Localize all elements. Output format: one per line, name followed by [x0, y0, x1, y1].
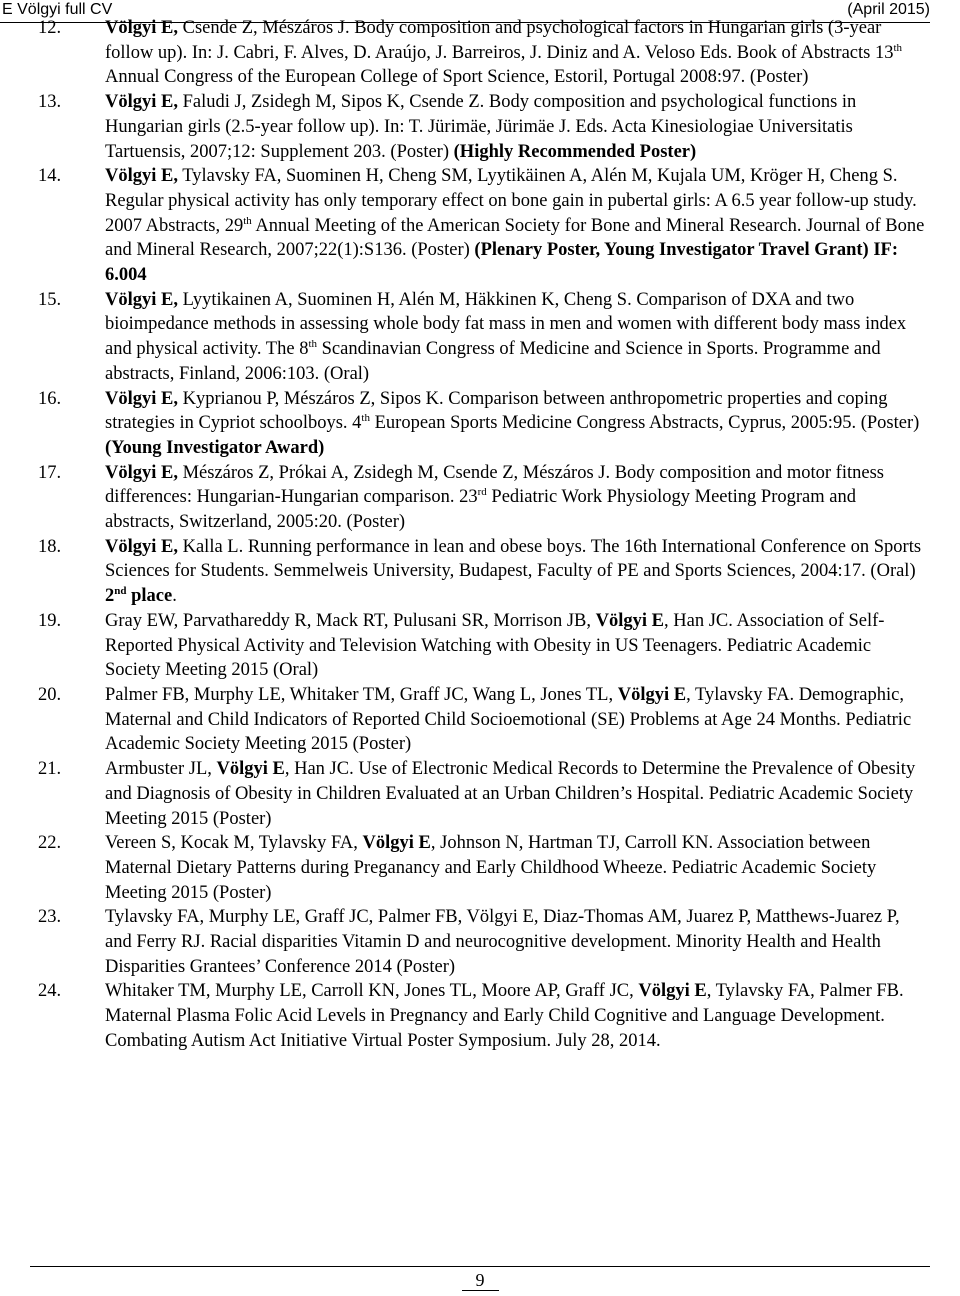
bold-text: Völgyi E	[638, 981, 707, 1002]
reference-number: 24.	[38, 981, 62, 1002]
bold-text: (Young Investigator Award)	[105, 437, 325, 458]
reference-number: 18.	[38, 536, 62, 557]
reference-item	[38, 905, 928, 979]
header-title: E Völgyi full CV	[2, 1, 113, 18]
page-footer	[0, 1270, 960, 1291]
reference-text: Scandinavian Congress of Medicine and Science in Sports. Programme and abstracts, Finland, 2006:103. (Oral)	[105, 339, 881, 384]
superscript: th	[308, 337, 318, 350]
reference-text: Annual Meeting of the American Society for Bone and Mineral Research. Journal of Bone and Mineral Research, 2007;22(1):S136. (Poster)	[105, 215, 925, 261]
bold-text: Völgyi E	[617, 684, 687, 705]
reference-text: Whitaker TM, Murphy LE, Carroll KN, Jones TL, Moore AP, Graff JC,	[105, 981, 639, 1002]
reference-number: 23.	[38, 907, 62, 928]
reference-item	[38, 683, 928, 757]
bold-text: 2	[105, 586, 115, 607]
bold-text: place	[126, 586, 173, 607]
reference-number: 17.	[38, 462, 62, 483]
header-date: (April 2015)	[847, 1, 930, 18]
reference-text: Kalla L. Running performance in lean and obese boys. The 16th International Conference on Sports Sciences for Students. Semmelweis University, Budapest, Faculty of PE and Sports Sciences, 2004:17. (Oral)	[105, 536, 922, 582]
reference-number: 16.	[38, 388, 62, 409]
reference-text: Palmer FB, Murphy LE, Whitaker TM, Graff JC, Wang L, Jones TL,	[105, 684, 618, 705]
reference-text: , Johnson N, Hartman TJ, Carroll KN. Association between Maternal Dietary Patterns during Preganancy and Early Childhood Wheeze. Pediatric Academic Society Meeting 2015 (Poster)	[105, 833, 877, 903]
bold-text: Völgyi E,	[105, 92, 178, 113]
reference-item	[38, 387, 928, 461]
superscript: th	[361, 412, 370, 425]
reference-number: 14.	[38, 166, 62, 187]
reference-item	[38, 288, 928, 387]
bold-text: Völgyi E	[216, 759, 285, 780]
reference-text: Gray EW, Parvathareddy R, Mack RT, Pulusani SR, Morrison JB,	[105, 610, 596, 631]
superscript: th	[243, 214, 252, 227]
reference-text: Vereen S, Kocak M, Tylavsky FA,	[105, 833, 363, 854]
page-number-underline	[462, 1270, 499, 1291]
reference-item	[38, 757, 928, 831]
superscript: nd	[114, 585, 127, 598]
bold-text: Völgyi E,	[105, 289, 178, 310]
reference-item	[38, 831, 928, 905]
reference-text: Lyytikainen A, Suominen H, Alén M, Häkkinen K, Cheng S. Comparison of DXA and two bioimpedance methods in assessing whole body fat mass in men and women with different body mass index and physical activity. The 8	[105, 289, 907, 360]
reference-text: Tylavsky FA, Suominen H, Cheng SM, Lyytikäinen A, Alén M, Kujala UM, Kröger H, Cheng S. Regular physical activity has only temporary effect on bone gain in pubertal girls: A 6.5 year follow-up study. 2007 Abstracts, 29	[105, 166, 917, 236]
superscript: th	[893, 41, 903, 54]
reference-text: .	[172, 586, 177, 607]
page-number: 9	[475, 1270, 485, 1290]
reference-text: European Sports Medicine Congress Abstracts, Cyprus, 2005:95. (Poster)	[369, 413, 920, 434]
reference-text: , Han JC. Association of Self-Reported Physical Activity and Television Watching with Obesity in US Teenagers. Pediatric Academic Society Meeting 2015 (Oral)	[105, 610, 885, 681]
reference-number: 21.	[38, 759, 62, 780]
reference-number: 19.	[38, 610, 62, 631]
reference-number: 12.	[38, 18, 62, 38]
bold-text: (Plenary Poster, Young Investigator Travel Grant) IF: 6.004	[105, 240, 898, 286]
reference-text: Kyprianou P, Mészáros Z, Sipos K. Comparison between anthropometric properties and coping strategies in Cypriot schoolboys. 4	[105, 388, 888, 434]
bold-text: Völgyi E,	[105, 18, 178, 38]
reference-number: 22.	[38, 833, 62, 854]
reference-text: Csende Z, Mészáros J. Body composition and psychological factors in Hungarian girls (3-year follow up). In: J. Cabri, F. Alves, D. Araújo, J. Barreiros, J. Diniz and A. Veloso Eds. Book of Abstracts 13	[105, 18, 894, 63]
reference-item	[38, 461, 928, 535]
reference-number: 20.	[38, 684, 62, 705]
bold-text: Völgyi E,	[105, 536, 178, 557]
reference-text: , Tylavsky FA. Demographic, Maternal and Child Indicators of Reported Child Socioemotional (SE) Problems at Age 24 Months. Pediatric Academic Society Meeting 2015 (Poster)	[105, 684, 912, 755]
reference-list	[38, 16, 928, 1054]
reference-text: Annual Congress of the European College of Sport Science, Estoril, Portugal 2008:97. (Poster)	[105, 67, 809, 88]
reference-item	[38, 90, 928, 164]
bold-text: Völgyi E,	[105, 388, 178, 409]
bold-text: (Highly Recommended Poster)	[453, 141, 697, 162]
reference-number: 15.	[38, 289, 62, 310]
reference-text: , Tylavsky FA, Palmer FB. Maternal Plasma Folic Acid Levels in Pregnancy and Early Child Cognitive and Language Development. Combating Autism Act Initiative Virtual Poster Symposium. July 28, 2014.	[105, 981, 904, 1051]
superscript: rd	[477, 486, 487, 499]
reference-item	[38, 16, 928, 90]
bold-text: Völgyi E	[595, 610, 664, 631]
reference-number: 13.	[38, 92, 62, 113]
reference-text: Tylavsky FA, Murphy LE, Graff JC, Palmer FB, Völgyi E, Diaz-Thomas AM, Juarez P, Matthews-Juarez P, and Ferry RJ. Racial disparities Vitamin D and neurocognitive development. Minority Health and Health Disparities Grantees’ Conference 2014 (Poster)	[105, 907, 900, 977]
reference-text: , Han JC. Use of Electronic Medical Records to Determine the Prevalence of Obesity and Diagnosis of Obesity in Children Evaluated at an Urban Children’s Hospital. Pediatric Academic Society Meeting 2015 (Poster)	[105, 759, 916, 829]
bold-text: Völgyi E	[362, 833, 431, 854]
reference-item	[38, 609, 928, 683]
reference-text: Faludi J, Zsidegh M, Sipos K, Csende Z. Body composition and psychological functions in Hungarian girls (2.5-year follow up). In: T. Jürimäe, Jürimäe J. Eds. Acta Kinesiologiae Universitatis Tartuensis, 2007;12: Supplement 203. (Poster)	[105, 92, 857, 162]
bold-text: Völgyi E,	[105, 166, 178, 187]
bold-text: Völgyi E,	[105, 462, 178, 483]
reference-item	[38, 164, 928, 288]
reference-text: Armbuster JL,	[105, 759, 217, 780]
footer-divider	[30, 1266, 930, 1267]
reference-text: Pediatric Work Physiology Meeting Program and abstracts, Switzerland, 2005:20. (Poster)	[105, 487, 856, 533]
reference-text: Mészáros Z, Prókai A, Zsidegh M, Csende Z, Mészáros J. Body composition and motor fitness differences: Hungarian-Hungarian comparison. 23	[105, 462, 884, 508]
reference-item	[38, 979, 928, 1053]
reference-item	[38, 535, 928, 609]
